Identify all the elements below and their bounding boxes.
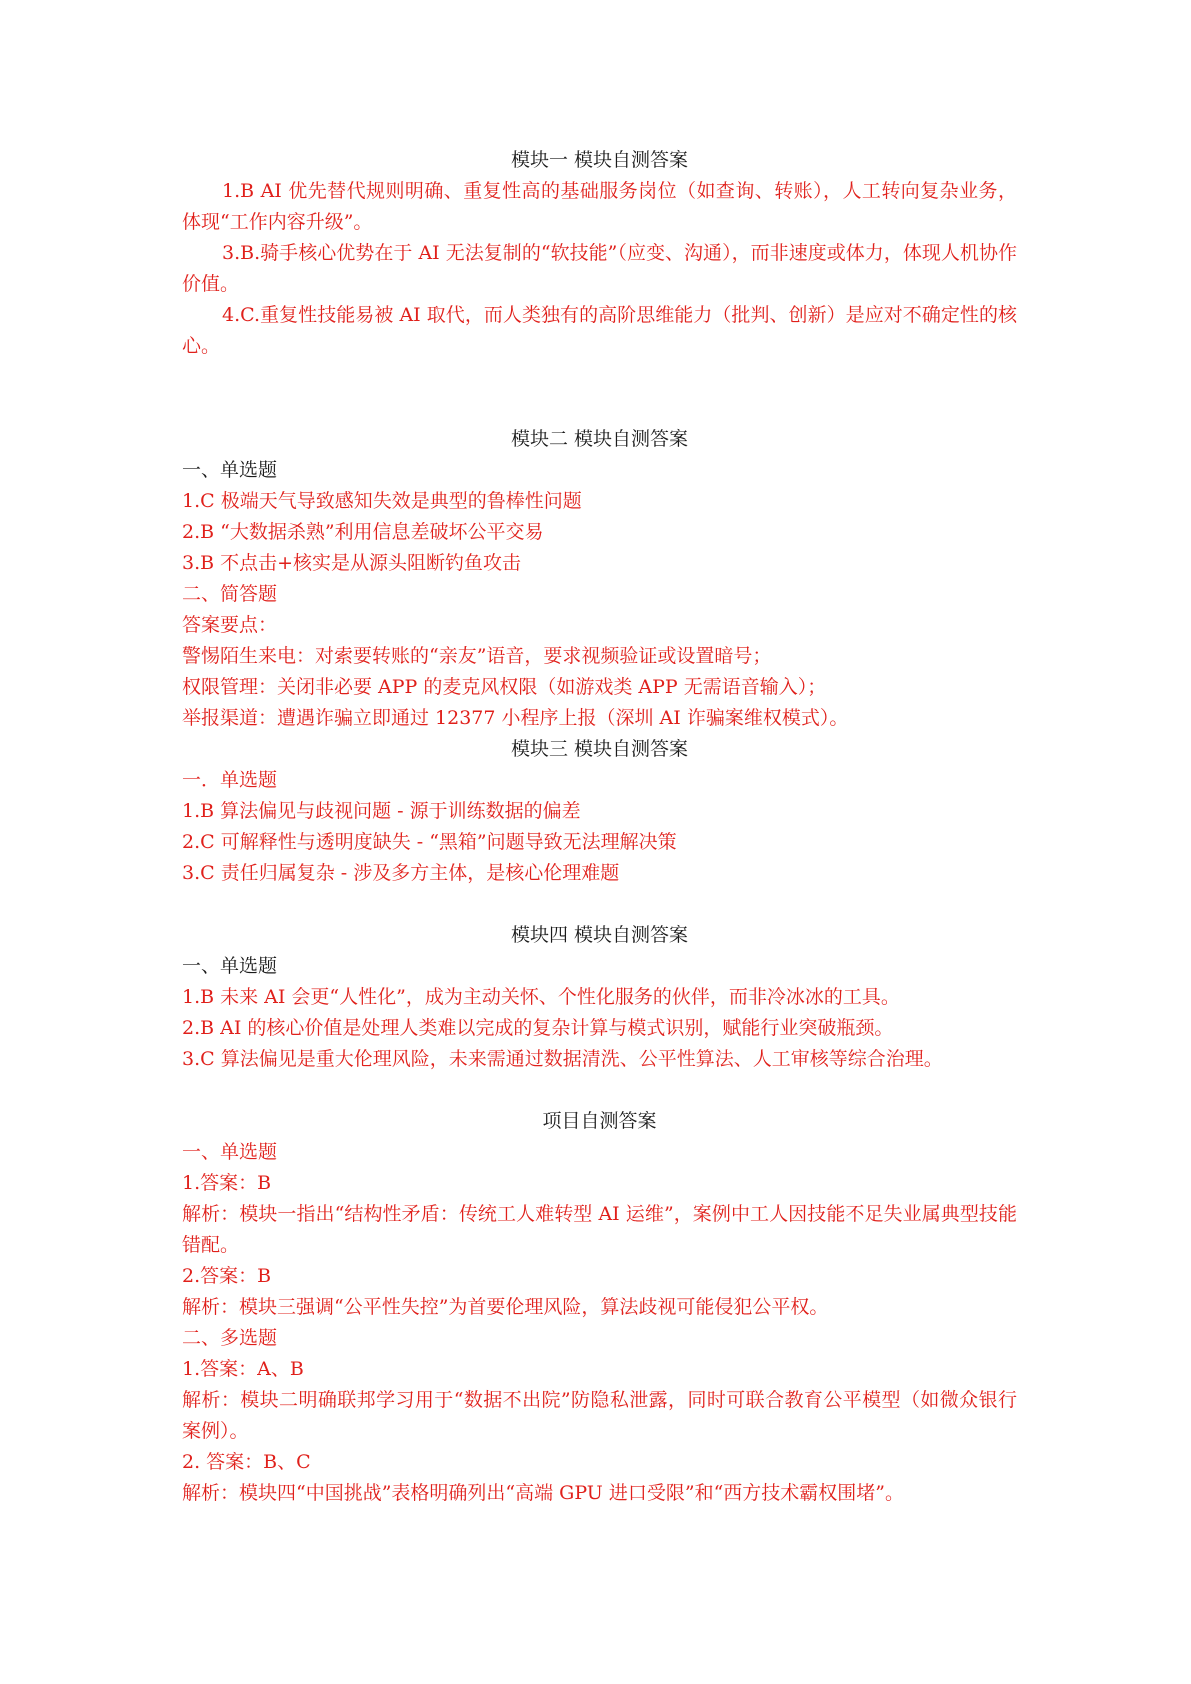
module1-title: 模块一 模块自测答案 [510,149,689,171]
module2-point-1: 警惕陌生来电：对索要转账的“亲友”语音，要求视频验证或设置暗号； [182,645,772,667]
project-m2-analysis: 解析：模块四“中国挑战”表格明确列出“高端 GPU 进口受限”和“西方技术霸权围堵”。 [182,1482,905,1504]
spacer [182,1075,1017,1106]
module2-point-2: 权限管理：关闭非必要 APP 的麦克风权限（如游戏类 APP 无需语音输入）； [182,676,827,698]
project-q1-analysis: 解析：模块一指出“结构性矛盾：传统工人难转型 AI 运维”，案例中工人因技能不足失业属典型技能错配。 [182,1203,1017,1256]
module3-answer-1: 1.B 算法偏见与歧视问题 - 源于训练数据的偏差 [182,800,581,822]
module1-answer-4: 4.C.重复性技能易被 AI 取代，而人类独有的高阶思维能力（批判、创新）是应对不确定性的核心。 [182,304,1017,357]
module2-answer-2: 2.B “大数据杀熟”利用信息差破坏公平交易 [182,521,544,543]
module2-answer-3: 3.B 不点击+核实是从源头阻断钓鱼攻击 [182,552,522,574]
module2-answer-1: 1.C 极端天气导致感知失效是典型的鲁棒性问题 [182,490,582,512]
module2-points-label: 答案要点： [182,614,278,636]
module2-point-3: 举报渠道：遭遇诈骗立即通过 12377 小程序上报（深圳 AI 诈骗案维权模式）。 [182,707,849,729]
module2-title: 模块二 模块自测答案 [510,428,689,450]
spacer [182,889,1017,920]
project-section-multiple-choice: 二、多选题 [182,1327,278,1349]
project-q1-answer: 1.答案：B [182,1172,272,1194]
module4-section-single-choice: 一、单选题 [182,955,278,977]
project-m2-answer: 2. 答案：B、C [182,1451,311,1473]
module4-answer-1: 1.B 未来 AI 会更“人性化”，成为主动关怀、个性化服务的伙伴，而非冷冰冰的工具。 [182,986,900,1008]
module3-section-single-choice: 一．单选题 [182,769,278,791]
module4-answer-2: 2.B AI 的核心价值是处理人类难以完成的复杂计算与模式识别，赋能行业突破瓶颈。 [182,1017,894,1039]
project-m1-answer: 1.答案：A、B [182,1358,304,1380]
module1-answer-1: 1.B AI 优先替代规则明确、重复性高的基础服务岗位（如查询、转账），人工转向复杂业务，体现“工作内容升级”。 [182,180,1017,233]
module3-answer-3: 3.C 责任归属复杂 - 涉及多方主体，是核心伦理难题 [182,862,620,884]
module2-section-short-answer: 二、简答题 [182,583,278,605]
project-q2-analysis: 解析：模块三强调“公平性失控”为首要伦理风险，算法歧视可能侵犯公平权。 [182,1296,829,1318]
module3-answer-2: 2.C 可解释性与透明度缺失 - “黑箱”问题导致无法理解决策 [182,831,677,853]
module2-section-single-choice: 一、单选题 [182,459,278,481]
document-page [182,145,1017,1509]
project-m1-analysis: 解析：模块二明确联邦学习用于“数据不出院”防隐私泄露，同时可联合教育公平模型（如微众银行案例）。 [182,1389,1017,1442]
module4-title: 模块四 模块自测答案 [510,924,689,946]
project-q2-answer: 2.答案：B [182,1265,272,1287]
spacer [182,362,1017,424]
module3-title: 模块三 模块自测答案 [510,738,689,760]
module4-answer-3: 3.C 算法偏见是重大伦理风险，未来需通过数据清洗、公平性算法、人工审核等综合治理。 [182,1048,943,1070]
module1-answer-3: 3.B.骑手核心优势在于 AI 无法复制的“软技能”（应变、沟通），而非速度或体力，体现人机协作价值。 [182,242,1017,295]
project-title: 项目自测答案 [542,1110,657,1132]
project-section-single-choice: 一、单选题 [182,1141,278,1163]
